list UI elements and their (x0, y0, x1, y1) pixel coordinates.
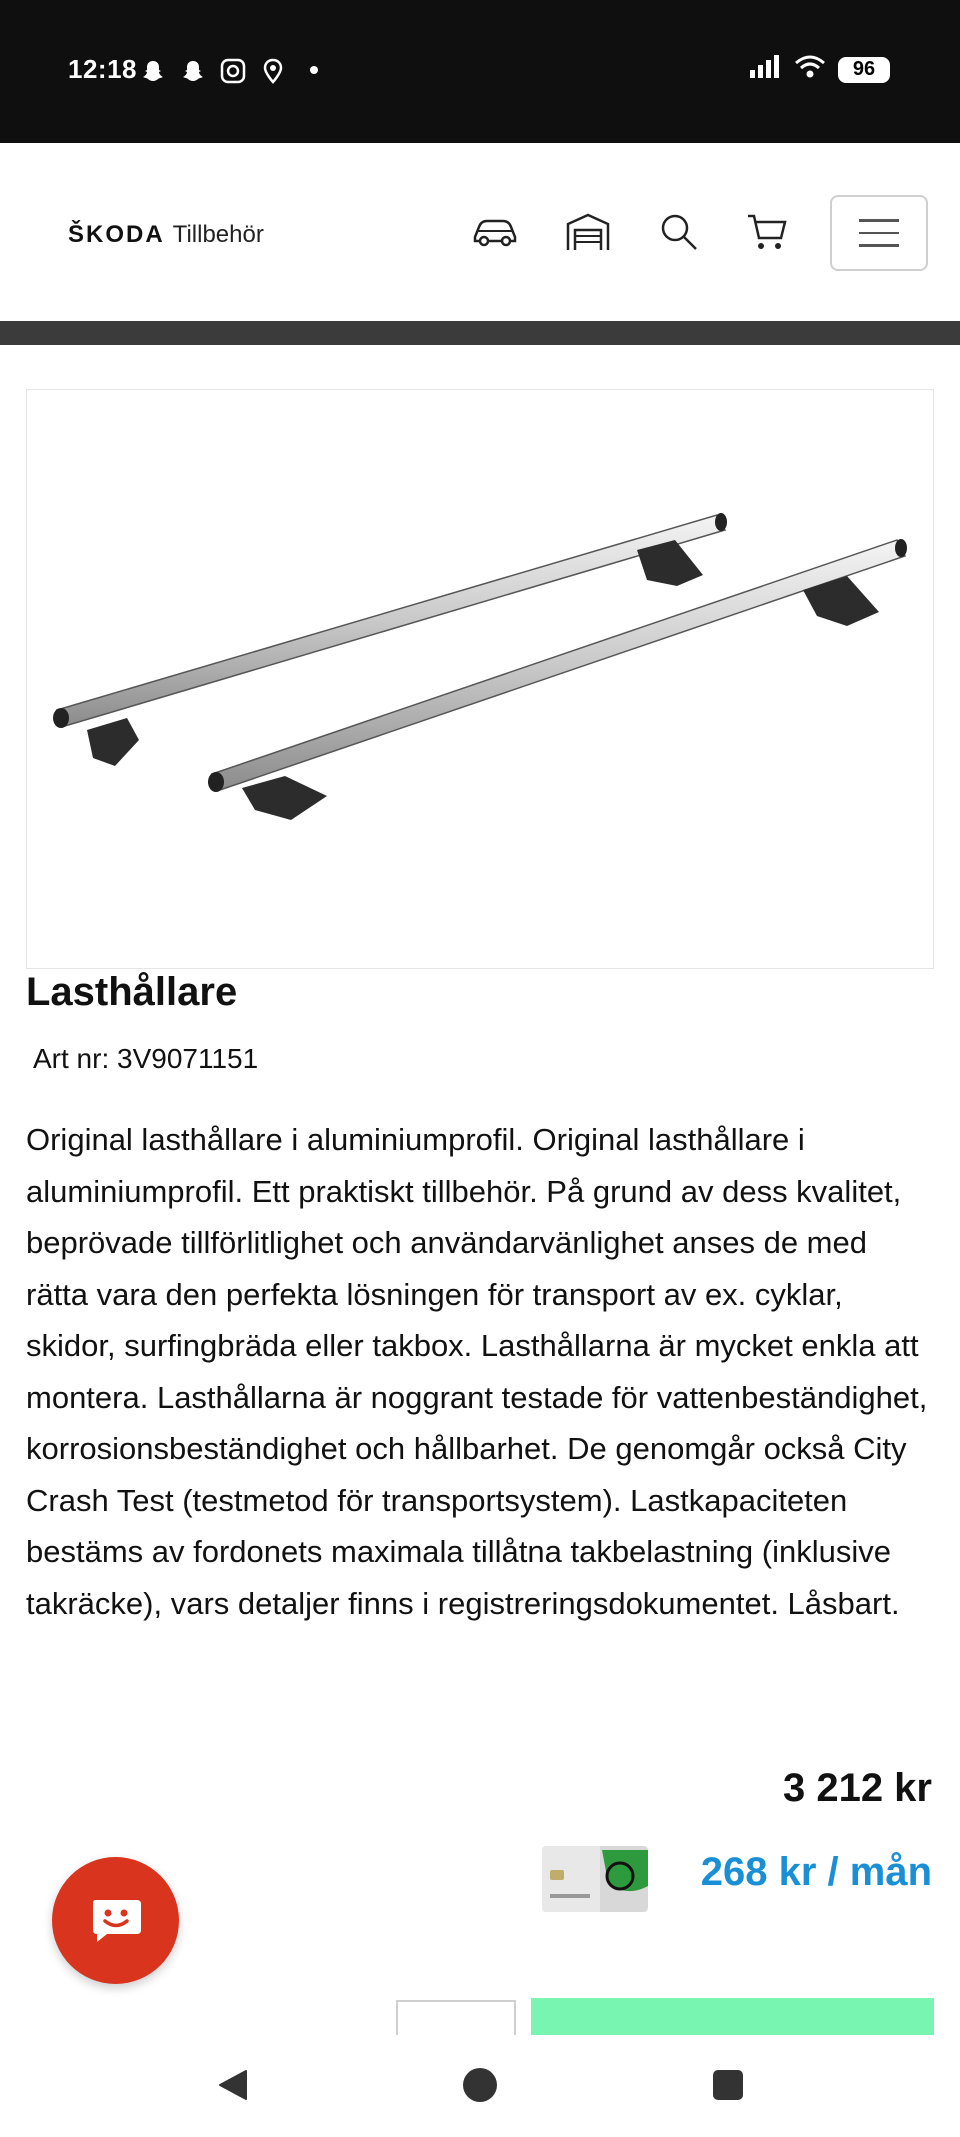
product-image[interactable] (26, 389, 934, 969)
status-notification-icons (140, 58, 286, 84)
cart-icon[interactable] (742, 207, 792, 257)
snapchat-icon (180, 58, 206, 84)
hamburger-bar (859, 244, 899, 247)
status-bar (0, 0, 960, 143)
camera-icon (220, 58, 246, 84)
garage-icon[interactable] (563, 207, 613, 257)
finance-card-icon[interactable] (542, 1846, 648, 1912)
wifi-icon (794, 54, 826, 85)
location-icon (260, 58, 286, 84)
status-dot (310, 66, 318, 74)
hamburger-menu-icon (859, 219, 899, 222)
product-article-number: Art nr: 3V9071151 (33, 1043, 259, 1074)
brand[interactable] (68, 221, 264, 249)
site-header (0, 143, 960, 319)
hamburger-menu-button[interactable] (830, 195, 928, 271)
chat-button[interactable] (52, 1857, 179, 1984)
recents-icon[interactable] (708, 2065, 748, 2105)
back-icon[interactable] (212, 2065, 252, 2105)
chat-smile-icon (89, 1896, 143, 1946)
monthly-price[interactable]: 268 kr / mån (700, 1850, 932, 1894)
brand-subtitle[interactable]: Tillbehör (172, 221, 264, 248)
system-nav-bar (0, 2035, 960, 2137)
hamburger-bar (859, 232, 899, 235)
product-price: 3 212 kr (782, 1766, 932, 1810)
signal-icon (748, 54, 782, 85)
car-icon[interactable] (470, 207, 520, 257)
status-time: 12:18 (68, 54, 137, 84)
brand-logo[interactable]: ŠKODA (68, 221, 165, 248)
product-title: Lasthållare (26, 970, 238, 1014)
add-to-cart-button[interactable] (531, 1998, 934, 2040)
status-right (748, 54, 890, 85)
battery-indicator: 96 (838, 57, 890, 83)
search-icon[interactable] (654, 207, 704, 257)
snapchat-icon (140, 58, 166, 84)
header-band (0, 321, 960, 345)
home-icon[interactable] (460, 2065, 500, 2105)
product-description: Original lasthållare i aluminiumprofil. Original lasthållare i aluminiumprofil. Ett praktiskt tillbehör. På grund av dess kvalitet, beprövade tillförlitlighet och användarvänlighet anses de med rätta vara den perfekta lösningen för transport av ex. cyklar, skidor, surfingbräda eller takbox. Lasthållarna är mycket enkla att montera. Lasthållarna är noggrant testade för vattenbeständighet, korrosionsbeständighet och hållbarhet. De genomgår också City Crash Test (testmetod för transportsystem). Lastkapaciteten bestäms av fordonets maximala tillåtna takbelastning (inklusive takräcke), vars detaljer finns i registreringsdokumentet. Låsbart. (26, 1122, 928, 1621)
